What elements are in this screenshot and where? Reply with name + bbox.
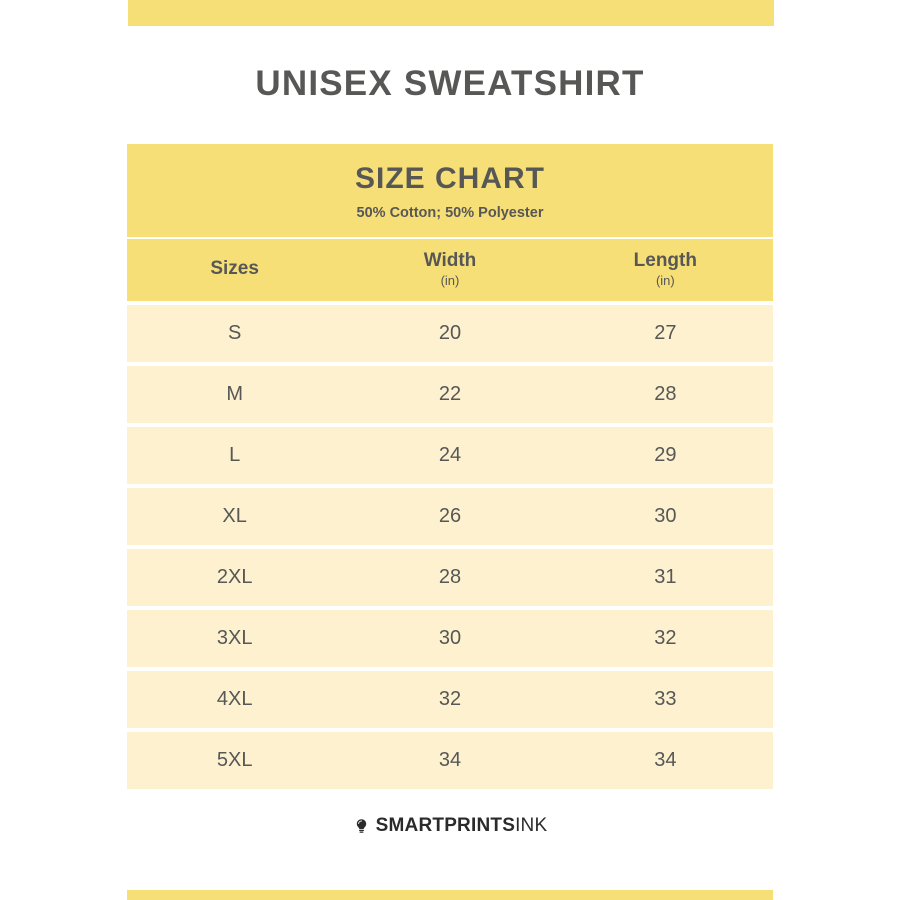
bottom-accent-bar [127, 890, 773, 900]
size-table-body [127, 303, 773, 789]
size-chart [127, 144, 773, 789]
brand-name [376, 815, 548, 837]
table-header-row [127, 238, 773, 303]
table-row [127, 425, 773, 486]
table-row [127, 486, 773, 547]
cell-width: 26 [342, 486, 557, 547]
cell-length: 34 [558, 730, 773, 789]
table-row [127, 730, 773, 789]
cell-length: 28 [558, 364, 773, 425]
cell-size: L [127, 425, 342, 486]
cell-width: 22 [342, 364, 557, 425]
cell-length: 29 [558, 425, 773, 486]
cell-size: M [127, 364, 342, 425]
brand-footer [353, 815, 548, 837]
column-header-width-unit: (in) [440, 273, 460, 288]
column-header-width [342, 238, 557, 303]
column-header-length-unit: (in) [655, 273, 675, 288]
size-chart-heading: SIZE CHART [355, 162, 545, 195]
table-row [127, 364, 773, 425]
size-chart-header [127, 144, 773, 237]
table-row [127, 669, 773, 730]
cell-width: 34 [342, 730, 557, 789]
cell-width: 20 [342, 303, 557, 364]
fabric-composition: 50% Cotton; 50% Polyester [356, 205, 544, 221]
cell-length: 30 [558, 486, 773, 547]
cell-width: 24 [342, 425, 557, 486]
table-row [127, 547, 773, 608]
size-table-head [127, 238, 773, 303]
cell-length: 33 [558, 669, 773, 730]
cell-length: 27 [558, 303, 773, 364]
size-table [127, 237, 773, 789]
cell-width: 30 [342, 608, 557, 669]
cell-size: 2XL [127, 547, 342, 608]
column-header-sizes-label: Sizes [210, 257, 259, 279]
column-header-sizes [127, 238, 342, 303]
brand-name-secondary: INK [515, 815, 548, 836]
column-header-width-label: Width [423, 250, 477, 271]
cell-size: 5XL [127, 730, 342, 789]
page-title: UNISEX SWEATSHIRT [255, 64, 645, 103]
table-row [127, 608, 773, 669]
brand-name-primary: SMARTPRINTS [375, 815, 516, 836]
top-accent-bar [128, 0, 774, 26]
cell-size: 4XL [127, 669, 342, 730]
column-header-length [558, 238, 773, 303]
cell-width: 32 [342, 669, 557, 730]
cell-length: 32 [558, 608, 773, 669]
table-row [127, 303, 773, 364]
lightbulb-icon [353, 818, 370, 835]
cell-size: 3XL [127, 608, 342, 669]
cell-width: 28 [342, 547, 557, 608]
cell-length: 31 [558, 547, 773, 608]
cell-size: S [127, 303, 342, 364]
column-header-length-label: Length [633, 250, 697, 271]
cell-size: XL [127, 486, 342, 547]
